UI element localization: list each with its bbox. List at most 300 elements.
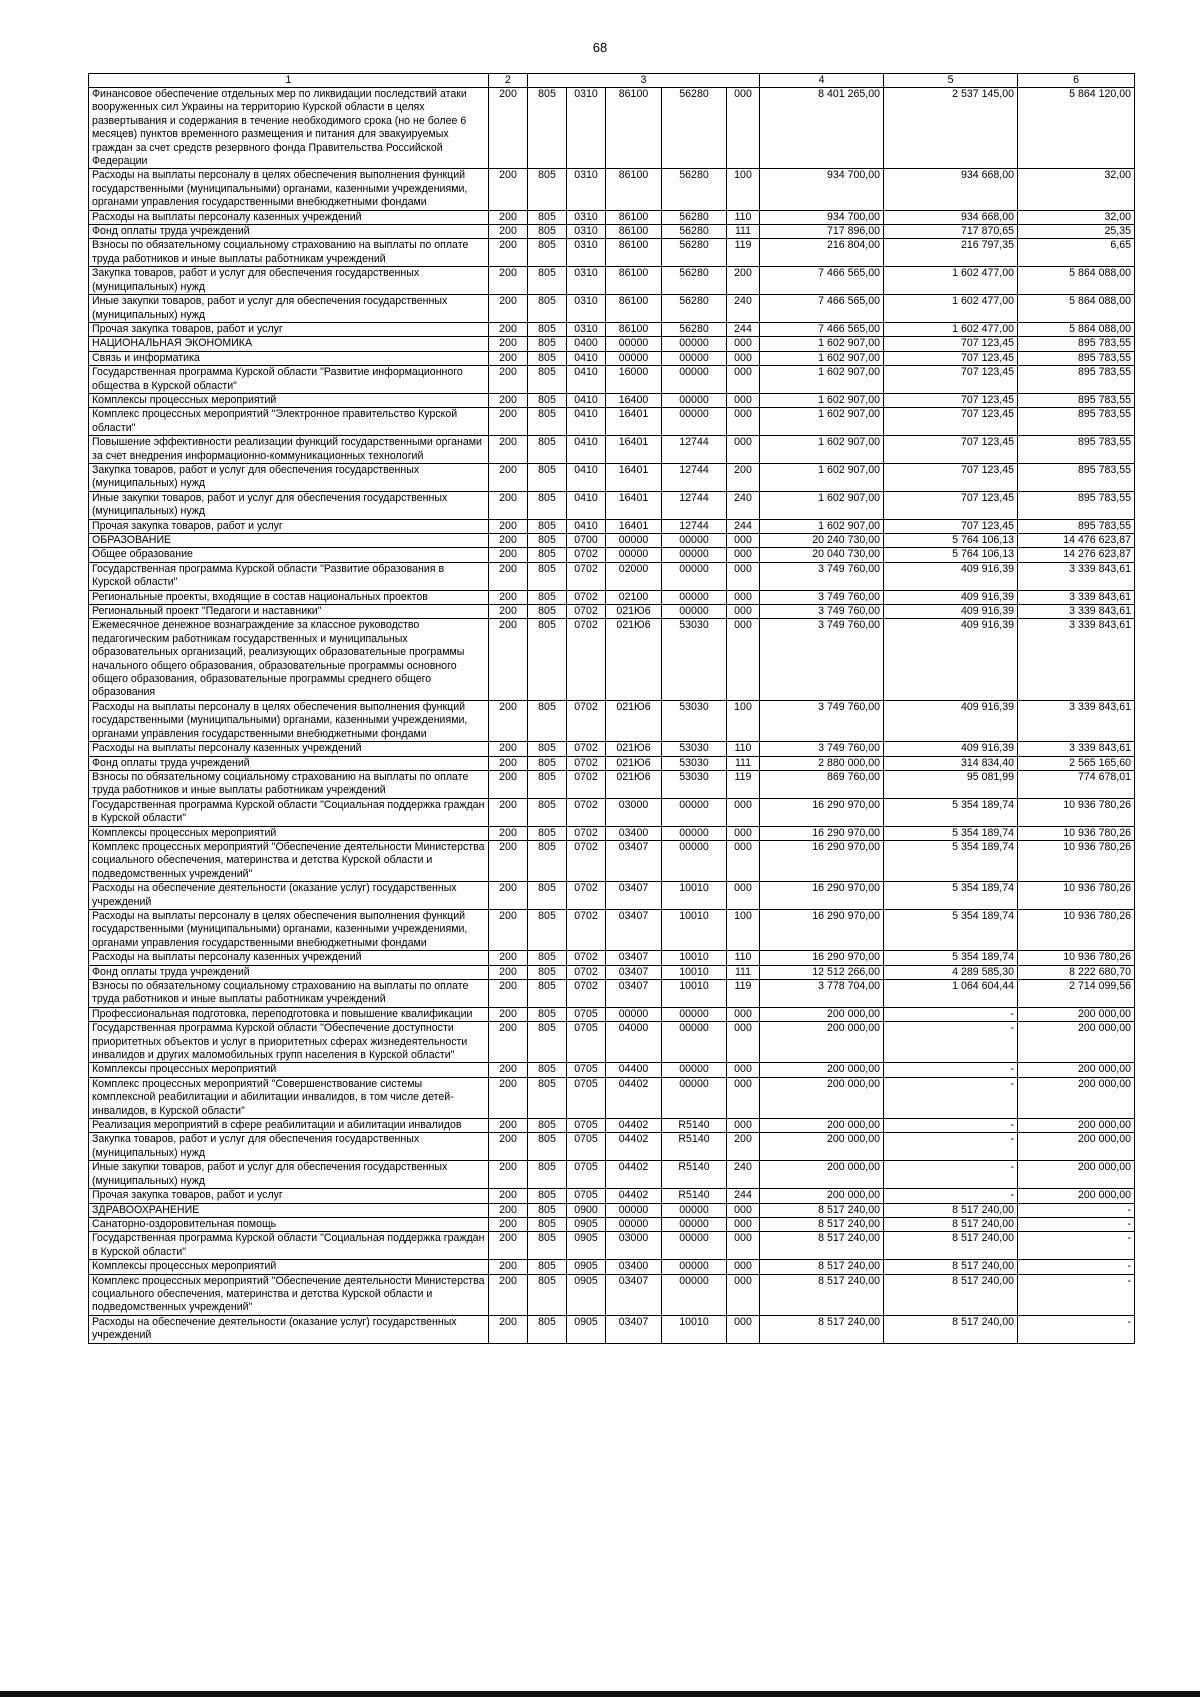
row-description: Региональный проект "Педагоги и наставники" xyxy=(89,605,489,619)
row-description: Государственная программа Курской области "Развитие информационного общества в Курской области" xyxy=(89,366,489,394)
row-approved: 200 000,00 xyxy=(760,1133,884,1161)
row-approved: 2 880 000,00 xyxy=(760,756,884,770)
row-description: Комплекс процессных мероприятий "Совершенствование системы комплексной реабилитации и абилитации инвалидов, в том числе детей-инвалидов, в Курской области" xyxy=(89,1077,489,1118)
table-row xyxy=(89,295,1135,323)
row-description: Фонд оплаты труда учреждений xyxy=(89,225,489,239)
table-row xyxy=(89,1007,1135,1021)
row-section-code: 0705 xyxy=(567,1063,606,1077)
row-ministry-code: 805 xyxy=(528,590,567,604)
row-section-code: 0310 xyxy=(567,322,606,336)
row-remaining: 3 339 843,61 xyxy=(1018,700,1135,741)
row-direction-code: 00000 xyxy=(662,562,727,590)
row-program-code: 16401 xyxy=(606,408,662,436)
row-section-code: 0905 xyxy=(567,1274,606,1315)
row-section-code: 0410 xyxy=(567,491,606,519)
table-row xyxy=(89,408,1135,436)
row-admin-code: 200 xyxy=(489,1133,528,1161)
table-row xyxy=(89,951,1135,965)
row-ministry-code: 805 xyxy=(528,605,567,619)
row-approved: 20 040 730,00 xyxy=(760,548,884,562)
row-executed: 5 764 106,13 xyxy=(884,534,1018,548)
row-description: Финансовое обеспечение отдельных мер по ликвидации последствий атаки вооруженных сил Украины на территорию Курской области в целях развертывания и содержания в течение необходимого срока (но не более 6 месяцев) пунктов временного размещения и питания для эвакуируемых граждан за счет средств резервного фонда Правительства Российской Федерации xyxy=(89,88,489,169)
row-remaining: 895 783,55 xyxy=(1018,463,1135,491)
row-expense-type: 119 xyxy=(727,770,760,798)
table-row xyxy=(89,882,1135,910)
row-admin-code: 200 xyxy=(489,1260,528,1274)
row-approved: 20 240 730,00 xyxy=(760,534,884,548)
row-approved: 8 517 240,00 xyxy=(760,1203,884,1217)
row-expense-type: 100 xyxy=(727,169,760,210)
row-remaining: 3 339 843,61 xyxy=(1018,590,1135,604)
row-description: Иные закупки товаров, работ и услуг для обеспечения государственных (муниципальных) нужд xyxy=(89,491,489,519)
row-approved: 1 602 907,00 xyxy=(760,436,884,464)
table-row xyxy=(89,1189,1135,1203)
row-admin-code: 200 xyxy=(489,548,528,562)
row-executed: 2 537 145,00 xyxy=(884,88,1018,169)
row-program-code: 86100 xyxy=(606,225,662,239)
table-row xyxy=(89,366,1135,394)
row-approved: 1 602 907,00 xyxy=(760,393,884,407)
row-description: Прочая закупка товаров, работ и услуг xyxy=(89,322,489,336)
row-section-code: 0900 xyxy=(567,1203,606,1217)
row-section-code: 0702 xyxy=(567,562,606,590)
row-program-code: 02000 xyxy=(606,562,662,590)
row-executed: 707 123,45 xyxy=(884,337,1018,351)
row-program-code: 04000 xyxy=(606,1022,662,1063)
row-section-code: 0310 xyxy=(567,239,606,267)
row-direction-code: 12744 xyxy=(662,463,727,491)
table-row xyxy=(89,826,1135,840)
row-approved: 934 700,00 xyxy=(760,169,884,210)
row-ministry-code: 805 xyxy=(528,1203,567,1217)
row-expense-type: 000 xyxy=(727,534,760,548)
table-row xyxy=(89,393,1135,407)
row-description: Закупка товаров, работ и услуг для обеспечения государственных (муниципальных) нужд xyxy=(89,267,489,295)
row-remaining: 895 783,55 xyxy=(1018,393,1135,407)
row-remaining: - xyxy=(1018,1217,1135,1231)
row-remaining: 3 339 843,61 xyxy=(1018,742,1135,756)
table-row xyxy=(89,225,1135,239)
row-executed: 1 602 477,00 xyxy=(884,295,1018,323)
table-row xyxy=(89,1274,1135,1315)
row-direction-code: R5140 xyxy=(662,1161,727,1189)
row-remaining: 5 864 120,00 xyxy=(1018,88,1135,169)
row-expense-type: 000 xyxy=(727,1022,760,1063)
row-section-code: 0702 xyxy=(567,882,606,910)
table-row xyxy=(89,562,1135,590)
row-expense-type: 000 xyxy=(727,590,760,604)
row-admin-code: 200 xyxy=(489,534,528,548)
row-description: Закупка товаров, работ и услуг для обеспечения государственных (муниципальных) нужд xyxy=(89,463,489,491)
row-expense-type: 244 xyxy=(727,1189,760,1203)
row-ministry-code: 805 xyxy=(528,88,567,169)
row-remaining: 895 783,55 xyxy=(1018,366,1135,394)
row-program-code: 86100 xyxy=(606,169,662,210)
row-executed: 1 602 477,00 xyxy=(884,267,1018,295)
row-program-code: 04402 xyxy=(606,1119,662,1133)
row-remaining: 5 864 088,00 xyxy=(1018,322,1135,336)
row-program-code: 04402 xyxy=(606,1189,662,1203)
row-program-code: 86100 xyxy=(606,295,662,323)
table-row xyxy=(89,590,1135,604)
table-row xyxy=(89,742,1135,756)
row-remaining: 200 000,00 xyxy=(1018,1119,1135,1133)
row-approved: 216 804,00 xyxy=(760,239,884,267)
row-approved: 869 760,00 xyxy=(760,770,884,798)
row-section-code: 0702 xyxy=(567,700,606,741)
table-row xyxy=(89,756,1135,770)
row-program-code: 021Ю6 xyxy=(606,756,662,770)
row-program-code: 021Ю6 xyxy=(606,742,662,756)
row-remaining: 3 339 843,61 xyxy=(1018,619,1135,700)
row-direction-code: 10010 xyxy=(662,882,727,910)
row-admin-code: 200 xyxy=(489,980,528,1008)
row-approved: 934 700,00 xyxy=(760,210,884,224)
row-section-code: 0410 xyxy=(567,519,606,533)
row-approved: 200 000,00 xyxy=(760,1077,884,1118)
row-executed: 95 081,99 xyxy=(884,770,1018,798)
row-executed: 8 517 240,00 xyxy=(884,1274,1018,1315)
row-program-code: 00000 xyxy=(606,1203,662,1217)
row-direction-code: 00000 xyxy=(662,1022,727,1063)
row-description: Комплексы процессных мероприятий xyxy=(89,1063,489,1077)
row-section-code: 0702 xyxy=(567,756,606,770)
row-ministry-code: 805 xyxy=(528,980,567,1008)
row-section-code: 0702 xyxy=(567,548,606,562)
table-row xyxy=(89,965,1135,979)
table-row xyxy=(89,534,1135,548)
row-remaining: 32,00 xyxy=(1018,210,1135,224)
row-executed: 5 354 189,74 xyxy=(884,826,1018,840)
row-admin-code: 200 xyxy=(489,88,528,169)
row-admin-code: 200 xyxy=(489,366,528,394)
row-description: Профессиональная подготовка, переподготовка и повышение квалификации xyxy=(89,1007,489,1021)
row-remaining: - xyxy=(1018,1232,1135,1260)
row-expense-type: 111 xyxy=(727,965,760,979)
row-direction-code: 00000 xyxy=(662,548,727,562)
row-description: Комплексы процессных мероприятий xyxy=(89,1260,489,1274)
row-program-code: 16401 xyxy=(606,436,662,464)
scan-bottom-edge xyxy=(0,1691,1200,1697)
row-ministry-code: 805 xyxy=(528,798,567,826)
row-executed: 934 668,00 xyxy=(884,169,1018,210)
table-row xyxy=(89,1022,1135,1063)
row-approved: 3 749 760,00 xyxy=(760,605,884,619)
row-admin-code: 200 xyxy=(489,798,528,826)
row-remaining: 895 783,55 xyxy=(1018,408,1135,436)
row-approved: 1 602 907,00 xyxy=(760,463,884,491)
row-admin-code: 200 xyxy=(489,951,528,965)
row-expense-type: 000 xyxy=(727,1063,760,1077)
row-admin-code: 200 xyxy=(489,1315,528,1343)
row-section-code: 0410 xyxy=(567,436,606,464)
row-expense-type: 119 xyxy=(727,980,760,1008)
row-section-code: 0310 xyxy=(567,210,606,224)
row-direction-code: 12744 xyxy=(662,491,727,519)
header-col-4: 4 xyxy=(760,74,884,88)
row-remaining: 14 276 623,87 xyxy=(1018,548,1135,562)
row-approved: 3 749 760,00 xyxy=(760,590,884,604)
row-description: Расходы на обеспечение деятельности (оказание услуг) государственных учреждений xyxy=(89,1315,489,1343)
row-admin-code: 200 xyxy=(489,210,528,224)
table-row xyxy=(89,88,1135,169)
row-remaining: 774 678,01 xyxy=(1018,770,1135,798)
row-approved: 16 290 970,00 xyxy=(760,840,884,881)
row-description: Комплексы процессных мероприятий xyxy=(89,393,489,407)
table-row xyxy=(89,463,1135,491)
row-description: Расходы на выплаты персоналу казенных учреждений xyxy=(89,742,489,756)
row-remaining: 2 565 165,60 xyxy=(1018,756,1135,770)
row-program-code: 86100 xyxy=(606,322,662,336)
row-ministry-code: 805 xyxy=(528,951,567,965)
row-section-code: 0702 xyxy=(567,590,606,604)
row-ministry-code: 805 xyxy=(528,1217,567,1231)
row-executed: 5 354 189,74 xyxy=(884,840,1018,881)
row-expense-type: 240 xyxy=(727,491,760,519)
row-admin-code: 200 xyxy=(489,756,528,770)
row-admin-code: 200 xyxy=(489,337,528,351)
row-ministry-code: 805 xyxy=(528,1133,567,1161)
row-section-code: 0310 xyxy=(567,295,606,323)
row-remaining: 10 936 780,26 xyxy=(1018,798,1135,826)
row-expense-type: 110 xyxy=(727,210,760,224)
row-section-code: 0310 xyxy=(567,88,606,169)
row-approved: 1 602 907,00 xyxy=(760,337,884,351)
row-approved: 1 602 907,00 xyxy=(760,408,884,436)
row-executed: 1 602 477,00 xyxy=(884,322,1018,336)
row-direction-code: 10010 xyxy=(662,1315,727,1343)
row-direction-code: 00000 xyxy=(662,1007,727,1021)
table-row xyxy=(89,840,1135,881)
row-executed: 314 834,40 xyxy=(884,756,1018,770)
row-admin-code: 200 xyxy=(489,1232,528,1260)
row-section-code: 0702 xyxy=(567,840,606,881)
row-description: Расходы на выплаты персоналу казенных учреждений xyxy=(89,951,489,965)
row-ministry-code: 805 xyxy=(528,1274,567,1315)
row-section-code: 0702 xyxy=(567,826,606,840)
row-ministry-code: 805 xyxy=(528,742,567,756)
row-executed: 707 123,45 xyxy=(884,519,1018,533)
row-expense-type: 000 xyxy=(727,605,760,619)
row-direction-code: 00000 xyxy=(662,1260,727,1274)
row-program-code: 00000 xyxy=(606,337,662,351)
row-ministry-code: 805 xyxy=(528,1260,567,1274)
row-executed: 707 123,45 xyxy=(884,393,1018,407)
table-row xyxy=(89,436,1135,464)
row-executed: 707 123,45 xyxy=(884,351,1018,365)
table-row xyxy=(89,1217,1135,1231)
row-description: Комплексы процессных мероприятий xyxy=(89,826,489,840)
row-direction-code: 10010 xyxy=(662,951,727,965)
row-executed: 8 517 240,00 xyxy=(884,1232,1018,1260)
row-ministry-code: 805 xyxy=(528,1022,567,1063)
row-ministry-code: 805 xyxy=(528,1189,567,1203)
row-executed: - xyxy=(884,1007,1018,1021)
row-section-code: 0410 xyxy=(567,366,606,394)
row-executed: 707 123,45 xyxy=(884,491,1018,519)
row-ministry-code: 805 xyxy=(528,366,567,394)
row-remaining: 14 476 623,87 xyxy=(1018,534,1135,548)
row-executed: 409 916,39 xyxy=(884,700,1018,741)
row-admin-code: 200 xyxy=(489,590,528,604)
row-section-code: 0702 xyxy=(567,951,606,965)
row-ministry-code: 805 xyxy=(528,562,567,590)
header-col-2: 2 xyxy=(489,74,528,88)
row-program-code: 86100 xyxy=(606,210,662,224)
row-ministry-code: 805 xyxy=(528,322,567,336)
row-section-code: 0310 xyxy=(567,267,606,295)
row-description: Фонд оплаты труда учреждений xyxy=(89,756,489,770)
row-executed: 934 668,00 xyxy=(884,210,1018,224)
row-approved: 8 401 265,00 xyxy=(760,88,884,169)
row-program-code: 86100 xyxy=(606,267,662,295)
row-description: ОБРАЗОВАНИЕ xyxy=(89,534,489,548)
row-approved: 717 896,00 xyxy=(760,225,884,239)
row-admin-code: 200 xyxy=(489,225,528,239)
row-remaining: - xyxy=(1018,1274,1135,1315)
row-direction-code: 00000 xyxy=(662,605,727,619)
row-executed: 717 870,65 xyxy=(884,225,1018,239)
row-approved: 16 290 970,00 xyxy=(760,826,884,840)
row-admin-code: 200 xyxy=(489,1189,528,1203)
row-approved: 16 290 970,00 xyxy=(760,798,884,826)
row-admin-code: 200 xyxy=(489,882,528,910)
row-approved: 7 466 565,00 xyxy=(760,267,884,295)
row-section-code: 0702 xyxy=(567,909,606,950)
row-executed: - xyxy=(884,1133,1018,1161)
row-ministry-code: 805 xyxy=(528,351,567,365)
row-direction-code: 12744 xyxy=(662,519,727,533)
row-expense-type: 000 xyxy=(727,1119,760,1133)
row-program-code: 021Ю6 xyxy=(606,700,662,741)
row-description: Связь и информатика xyxy=(89,351,489,365)
row-program-code: 00000 xyxy=(606,548,662,562)
row-program-code: 16401 xyxy=(606,463,662,491)
row-expense-type: 240 xyxy=(727,295,760,323)
row-description: ЗДРАВООХРАНЕНИЕ xyxy=(89,1203,489,1217)
table-row xyxy=(89,519,1135,533)
row-remaining: 8 222 680,70 xyxy=(1018,965,1135,979)
row-remaining: 10 936 780,26 xyxy=(1018,882,1135,910)
row-remaining: 895 783,55 xyxy=(1018,351,1135,365)
row-ministry-code: 805 xyxy=(528,840,567,881)
row-approved: 1 602 907,00 xyxy=(760,491,884,519)
row-section-code: 0310 xyxy=(567,225,606,239)
row-ministry-code: 805 xyxy=(528,826,567,840)
row-remaining: 200 000,00 xyxy=(1018,1007,1135,1021)
row-approved: 3 778 704,00 xyxy=(760,980,884,1008)
row-remaining: - xyxy=(1018,1260,1135,1274)
row-section-code: 0702 xyxy=(567,770,606,798)
table-row xyxy=(89,909,1135,950)
row-section-code: 0905 xyxy=(567,1232,606,1260)
table-row xyxy=(89,1077,1135,1118)
row-executed: 409 916,39 xyxy=(884,590,1018,604)
row-approved: 200 000,00 xyxy=(760,1007,884,1021)
row-executed: - xyxy=(884,1161,1018,1189)
row-expense-type: 000 xyxy=(727,1260,760,1274)
row-description: Расходы на выплаты персоналу в целях обеспечения выполнения функций государственными (муниципальными) органами, казенными учреждениями, органами управления государственными внебюджетными фондами xyxy=(89,909,489,950)
row-ministry-code: 805 xyxy=(528,239,567,267)
row-direction-code: 10010 xyxy=(662,909,727,950)
row-program-code: 03407 xyxy=(606,1315,662,1343)
row-admin-code: 200 xyxy=(489,1007,528,1021)
row-admin-code: 200 xyxy=(489,1274,528,1315)
row-direction-code: 12744 xyxy=(662,436,727,464)
row-direction-code: 00000 xyxy=(662,408,727,436)
row-description: Фонд оплаты труда учреждений xyxy=(89,965,489,979)
row-remaining: 6,65 xyxy=(1018,239,1135,267)
row-expense-type: 000 xyxy=(727,1217,760,1231)
row-program-code: 03407 xyxy=(606,840,662,881)
row-admin-code: 200 xyxy=(489,169,528,210)
row-executed: 4 289 585,30 xyxy=(884,965,1018,979)
row-section-code: 0705 xyxy=(567,1077,606,1118)
row-admin-code: 200 xyxy=(489,267,528,295)
row-program-code: 02100 xyxy=(606,590,662,604)
table-row xyxy=(89,351,1135,365)
row-direction-code: 53030 xyxy=(662,619,727,700)
row-program-code: 03400 xyxy=(606,1260,662,1274)
row-expense-type: 000 xyxy=(727,619,760,700)
row-expense-type: 200 xyxy=(727,1133,760,1161)
row-remaining: 200 000,00 xyxy=(1018,1077,1135,1118)
row-program-code: 04402 xyxy=(606,1077,662,1118)
row-section-code: 0905 xyxy=(567,1217,606,1231)
row-remaining: 200 000,00 xyxy=(1018,1189,1135,1203)
row-section-code: 0705 xyxy=(567,1007,606,1021)
row-admin-code: 200 xyxy=(489,965,528,979)
row-approved: 8 517 240,00 xyxy=(760,1260,884,1274)
row-description: Региональные проекты, входящие в состав национальных проектов xyxy=(89,590,489,604)
row-admin-code: 200 xyxy=(489,393,528,407)
row-ministry-code: 805 xyxy=(528,700,567,741)
row-approved: 3 749 760,00 xyxy=(760,742,884,756)
row-program-code: 03000 xyxy=(606,1232,662,1260)
row-expense-type: 000 xyxy=(727,1203,760,1217)
row-direction-code: R5140 xyxy=(662,1119,727,1133)
row-description: Взносы по обязательному социальному страхованию на выплаты по оплате труда работников и иные выплаты работникам учреждений xyxy=(89,980,489,1008)
row-direction-code: R5140 xyxy=(662,1189,727,1203)
page-number: 68 xyxy=(592,40,608,55)
header-col-1: 1 xyxy=(89,74,489,88)
row-ministry-code: 805 xyxy=(528,1077,567,1118)
row-section-code: 0705 xyxy=(567,1161,606,1189)
row-program-code: 86100 xyxy=(606,239,662,267)
row-direction-code: 10010 xyxy=(662,965,727,979)
row-remaining: 25,35 xyxy=(1018,225,1135,239)
row-section-code: 0410 xyxy=(567,463,606,491)
row-executed: - xyxy=(884,1063,1018,1077)
row-description: Государственная программа Курской области "Обеспечение доступности приоритетных объектов и услуг в приоритетных сферах жизнедеятельности инвалидов и других маломобильных групп населения в Курской области" xyxy=(89,1022,489,1063)
table-row xyxy=(89,1315,1135,1343)
table-row xyxy=(89,491,1135,519)
row-ministry-code: 805 xyxy=(528,619,567,700)
row-direction-code: 53030 xyxy=(662,756,727,770)
table-row xyxy=(89,169,1135,210)
row-expense-type: 000 xyxy=(727,1077,760,1118)
row-ministry-code: 805 xyxy=(528,491,567,519)
row-ministry-code: 805 xyxy=(528,1063,567,1077)
row-direction-code: 56280 xyxy=(662,88,727,169)
row-expense-type: 000 xyxy=(727,393,760,407)
row-direction-code: 56280 xyxy=(662,322,727,336)
row-admin-code: 200 xyxy=(489,295,528,323)
row-description: Санаторно-оздоровительная помощь xyxy=(89,1217,489,1231)
row-direction-code: 00000 xyxy=(662,798,727,826)
row-direction-code: 00000 xyxy=(662,393,727,407)
row-section-code: 0702 xyxy=(567,742,606,756)
